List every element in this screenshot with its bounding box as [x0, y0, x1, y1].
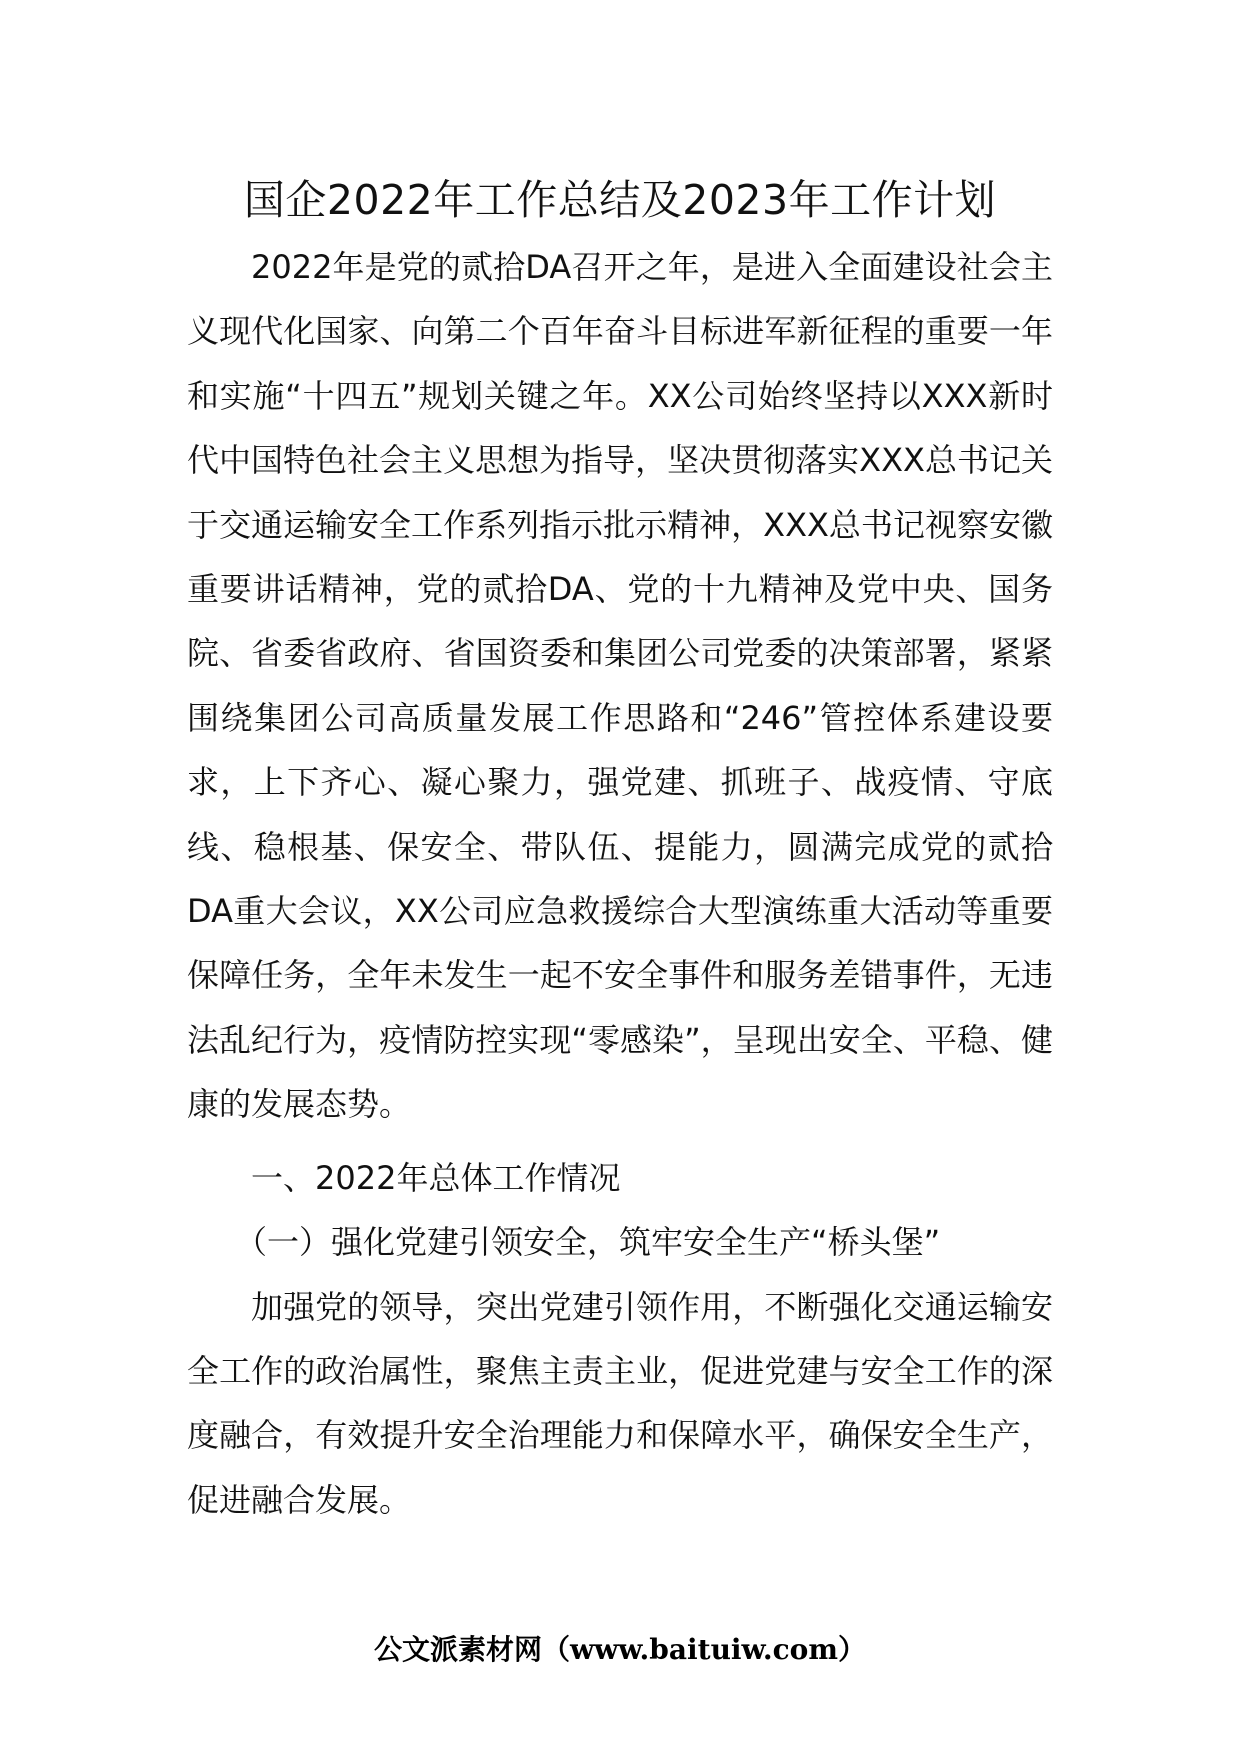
section-heading: 一、2022年总体工作情况 [251, 1158, 621, 1197]
intro-paragraph: 2022年是党的贰拾DA召开之年，是进入全面建设社会主义现代化国家、向第二个百年奋斗目标进军新征程的重要一年和实施“十四五”规划关键之年。XX公司始终坚持以XXX新时代中国特色社会主义思想为指导，坚决贯彻落实XXX总书记关于交通运输安全工作系列指示批示精神，XXX总书记视察安徽重要讲话精神，党的贰拾DA、党的十九精神及党中央、国务院、省委省政府、省国资委和集团公司党委的决策部署，紧紧围绕集团公司高质量发展工作思路和“246”管控体系建设要求，上下齐心、凝心聚力，强党建、抓班子、战疫情、守底线、稳根基、保安全、带队伍、提能力，圆满完成党的贰拾DA重大会议，XX公司应急救援综合大型演练重大活动等重要保障任务，全年未发生一起不安全事件和服务差错事件，无违法乱纪行为，疫情防控实现“零感染”，呈现出安全、平稳、健康的发展态势。 [187, 248, 1053, 1124]
body-paragraph: 加强党的领导，突出党建引领作用，不断强化交通运输安全工作的政治属性，聚焦主责主业，促进党建与安全工作的深度融合，有效提升安全治理能力和保障水平，确保安全生产，促进融合发展。 [187, 1287, 1053, 1519]
subsection-heading: （一）强化党建引领安全，筑牢安全生产“桥头堡” [235, 1223, 941, 1262]
document-body [187, 235, 1053, 1532]
document-title: 国企2022年工作总结及2023年工作计划 [243, 176, 997, 224]
footer-watermark: 公文派素材网（www.baituiw.com） [374, 1633, 866, 1666]
